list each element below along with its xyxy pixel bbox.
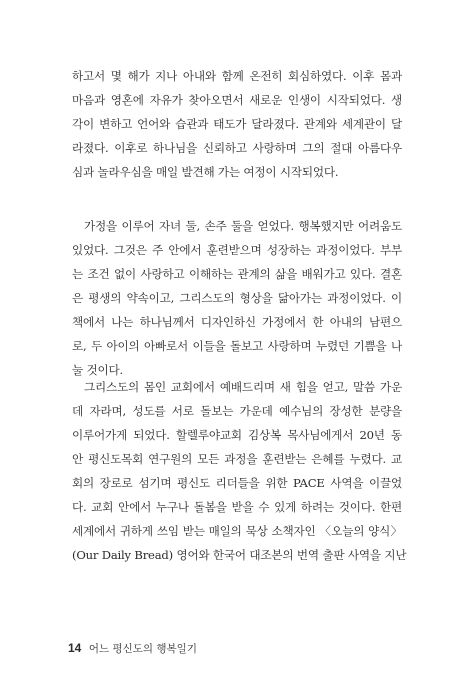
paragraph-line: 있었다. 그것은 주 안에서 훈련받으며 성장하는 과정이었다. 부부 [72,243,402,257]
paragraph-line: (Our Daily Bread) 영어와 한국어 대조본의 번역 출판 사역을 지난 [72,548,407,562]
paragraph-line: 는 조건 없이 사랑하고 이해하는 관계의 삶을 배워가고 있다. 결혼 [72,267,402,281]
paragraph-line: 책에서 나는 하나님께서 디자인하신 가정에서 한 아내의 남편으 [72,315,402,329]
paragraph-line: 다. 교회 안에서 누구나 돌봄을 받을 수 있게 하려는 것이다. 한편 [72,500,402,514]
paragraph-line: 로, 두 아이의 아빠로서 이들을 돌보고 사랑하며 누렸던 기쁨을 나 [72,339,402,353]
paragraph-3 [72,375,407,567]
paragraph-line: 세계에서 귀하게 쓰임 받는 매일의 묵상 소책자인 〈오늘의 양식〉 [72,524,402,538]
paragraph-2 [72,214,402,382]
paragraph-line: 가정을 이루어 자녀 둘, 손주 둘을 얻었다. 행복했지만 어려움도 [84,219,402,233]
page-number: 14 [68,641,82,655]
running-title: 어느 평신도의 행복일기 [88,643,197,655]
paragraph-line: 은 평생의 약속이고, 그리스도의 형상을 닮아가는 과정이었다. 이 [72,291,402,305]
paragraph-1 [72,64,402,184]
paragraph-line: 라졌다. 이후로 하나님을 신뢰하고 사랑하며 그의 절대 아름다우 [72,141,402,155]
paragraph-line: 심과 놀라우심을 매일 발견해 가는 여정이 시작되었다. [72,165,339,179]
paragraph-line: 회의 장로로 섬기며 평신도 리더들을 위한 PACE 사역을 이끌었 [72,476,402,490]
paragraph-line: 이루어가게 되었다. 할렐루야교회 김상복 목사님에게서 20년 동 [72,428,402,442]
paragraph-line: 안 평신도목회 연구원의 모든 과정을 훈련받는 은혜를 누렸다. 교 [72,452,402,466]
paragraph-line: 그리스도의 몸인 교회에서 예배드리며 새 힘을 얻고, 말씀 가운 [84,380,402,394]
page-footer [68,641,197,656]
paragraph-line: 각이 변하고 언어와 습관과 태도가 달라졌다. 관계와 세계관이 달 [72,117,402,131]
paragraph-line: 데 자라며, 성도를 서로 돌보는 가운데 예수님의 장성한 분량을 [72,404,402,418]
paragraph-line: 하고서 몇 해가 지나 아내와 함께 온전히 회심하였다. 이후 몸과 [72,69,402,83]
paragraph-line: 눌 것이다. [72,363,123,377]
paragraph-line: 마음과 영혼에 자유가 찾아오면서 새로운 인생이 시작되었다. 생 [72,93,402,107]
